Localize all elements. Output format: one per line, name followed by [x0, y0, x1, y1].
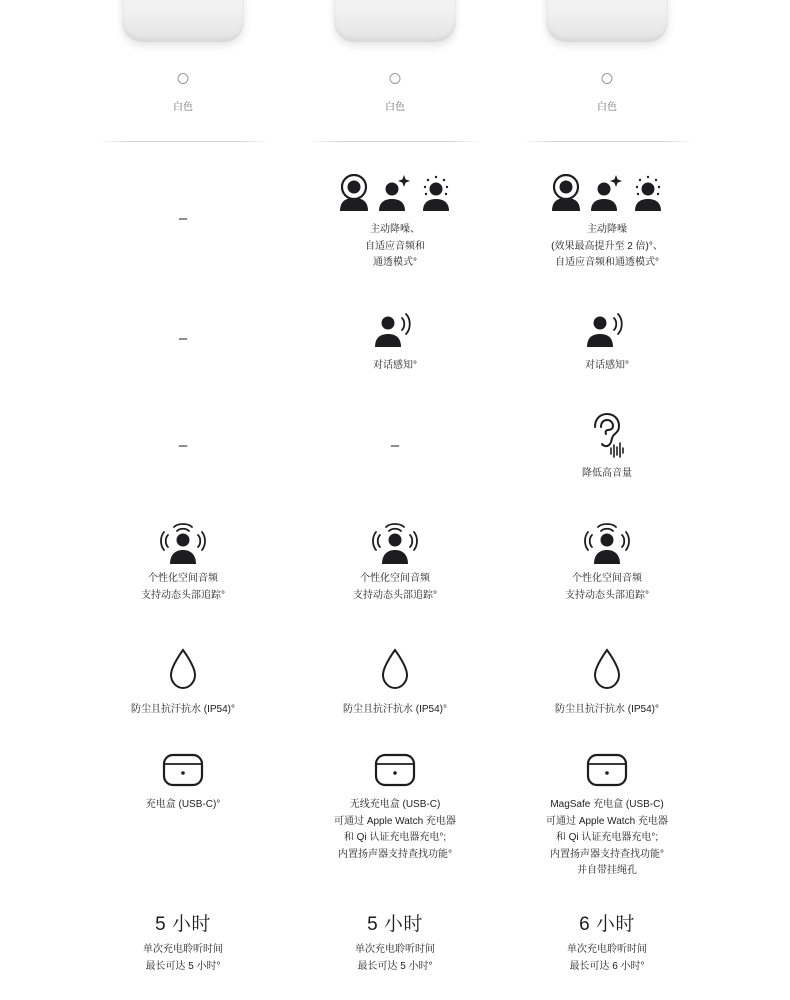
adaptive-sparkle-icon	[590, 174, 624, 212]
conversation-awareness-feature	[290, 310, 500, 375]
caption-line: 可通过 Apple Watch 充电器	[334, 815, 456, 827]
noise-control-feature	[502, 174, 712, 272]
caption-line: 充电盒 (USB-C)°	[145, 799, 221, 810]
adaptive-sparkle-icon	[378, 174, 412, 212]
caption-line: 支持动态头部追踪°	[353, 589, 437, 601]
caption-line: 防尘且抗汗抗水 (IP54)°	[342, 704, 447, 715]
product-column-1	[78, 0, 288, 1000]
airpods-case-image	[334, 0, 456, 42]
water-resistance-feature	[78, 648, 288, 719]
color-swatch[interactable]	[602, 73, 613, 84]
battery-feature	[78, 914, 288, 975]
conversation-awareness-feature	[502, 310, 712, 375]
spatial-audio-head-icon	[584, 521, 630, 565]
battery-feature	[502, 914, 712, 975]
caption-line: 并自带挂绳孔	[577, 865, 637, 876]
caption-line: 个性化空间音频	[360, 573, 430, 584]
battery-feature	[290, 914, 500, 975]
caption-line: 对话感知°	[373, 360, 417, 371]
loud-sound-reduction-unavailable: –	[178, 437, 188, 454]
caption-line: 通透模式°	[373, 257, 417, 268]
color-swatch[interactable]	[390, 73, 401, 84]
product-column-3	[502, 0, 712, 1000]
water-resistance-feature	[290, 648, 500, 719]
water-drop-icon	[380, 648, 410, 690]
caption-line: 无线充电盒 (USB-C)	[349, 799, 441, 810]
caption-line: 支持动态头部追踪°	[565, 589, 649, 601]
ear-sound-reduction-icon	[587, 412, 627, 458]
color-label: 白色	[597, 102, 617, 113]
spatial-audio-feature	[290, 521, 500, 604]
spatial-audio-head-icon	[372, 521, 418, 565]
transparency-light-icon	[419, 174, 453, 212]
caption-line: 降低高音量	[582, 468, 632, 479]
caption-line: 单次充电聆听时间	[143, 944, 223, 955]
anc-person-icon	[549, 174, 583, 212]
charging-case-icon	[162, 753, 204, 787]
airpods-case-image	[546, 0, 668, 42]
charging-case-feature	[290, 753, 500, 863]
color-label: 白色	[173, 102, 193, 113]
caption-line: 个性化空间音频	[148, 573, 218, 584]
anc-person-icon	[337, 174, 371, 212]
caption-line: 自适应音频和通透模式°	[555, 257, 659, 268]
caption-line: 防尘且抗汗抗水 (IP54)°	[554, 704, 659, 715]
charging-case-feature	[78, 753, 288, 814]
color-swatch[interactable]	[178, 73, 189, 84]
caption-line: 对话感知°	[585, 360, 629, 371]
caption-line: 最长可达 5 小时°	[357, 960, 433, 972]
caption-line: 可通过 Apple Watch 充电器	[546, 815, 668, 827]
caption-line: 主动降噪	[587, 224, 627, 235]
caption-line: 最长可达 6 小时°	[569, 960, 645, 972]
divider	[98, 141, 268, 142]
noise-control-feature	[290, 174, 500, 272]
charging-case-icon	[586, 753, 628, 787]
water-drop-icon	[168, 648, 198, 690]
loud-sound-reduction-feature	[502, 412, 712, 483]
conversation-awareness-unavailable: –	[178, 330, 188, 347]
conversation-awareness-icon	[587, 310, 627, 348]
battery-headline: 5 小时	[155, 914, 211, 935]
noise-control-unavailable: –	[178, 210, 188, 227]
product-column-2	[290, 0, 500, 1000]
conversation-awareness-icon	[375, 310, 415, 348]
water-resistance-feature	[502, 648, 712, 719]
caption-line: 内置扬声器支持查找功能°	[550, 848, 664, 860]
divider	[522, 141, 692, 142]
spatial-audio-feature	[78, 521, 288, 604]
caption-line: 个性化空间音频	[572, 573, 642, 584]
caption-line: (效果最高提升至 2 倍)°、	[551, 240, 663, 252]
caption-line: 防尘且抗汗抗水 (IP54)°	[130, 704, 235, 715]
caption-line: 主动降噪、	[370, 224, 420, 235]
loud-sound-reduction-unavailable: –	[390, 437, 400, 454]
caption-line: 自适应音频和	[365, 240, 425, 252]
caption-line: 支持动态头部追踪°	[141, 589, 225, 601]
water-drop-icon	[592, 648, 622, 690]
caption-line: 最长可达 5 小时°	[145, 960, 221, 972]
caption-line: 和 Qi 认证充电器充电°;	[343, 832, 447, 843]
transparency-light-icon	[631, 174, 665, 212]
caption-line: MagSafe 充电盒 (USB-C)	[550, 799, 664, 810]
battery-headline: 6 小时	[579, 914, 635, 935]
color-label: 白色	[385, 102, 405, 113]
caption-line: 和 Qi 认证充电器充电°;	[555, 832, 659, 843]
caption-line: 单次充电聆听时间	[355, 944, 435, 955]
spatial-audio-feature	[502, 521, 712, 604]
caption-line: 内置扬声器支持查找功能°	[338, 848, 452, 860]
airpods-case-image	[122, 0, 244, 42]
battery-headline: 5 小时	[367, 914, 423, 935]
divider	[310, 141, 480, 142]
charging-case-icon	[374, 753, 416, 787]
charging-case-feature	[502, 753, 712, 880]
caption-line: 单次充电聆听时间	[567, 944, 647, 955]
spatial-audio-head-icon	[160, 521, 206, 565]
